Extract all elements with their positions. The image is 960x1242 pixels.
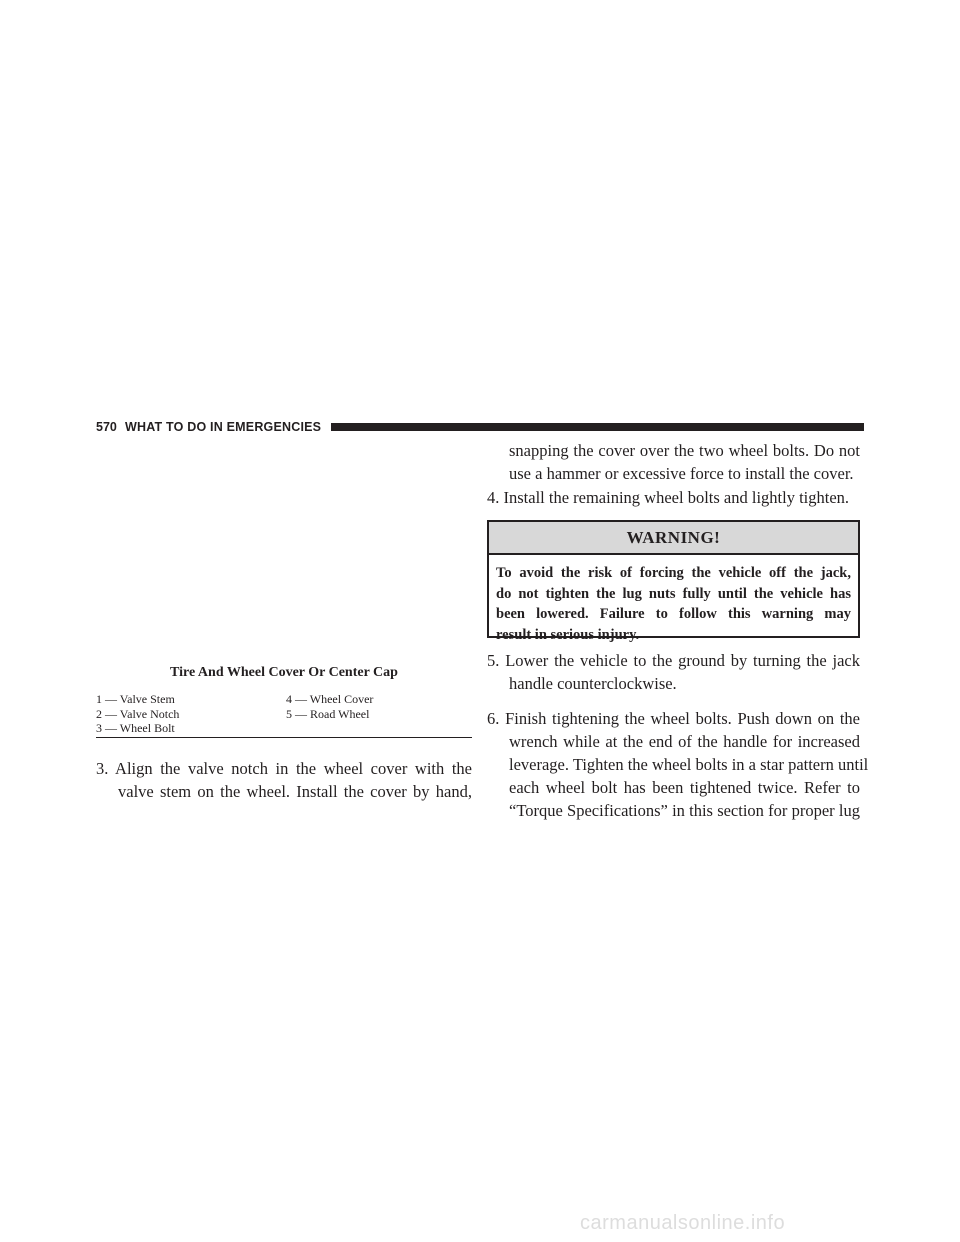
- warning-line: result in serious injury.: [496, 626, 640, 643]
- step-6-line: wrench while at the end of the handle for increased: [509, 732, 860, 751]
- warning-line: been lowered. Failure to follow this warning may: [496, 606, 851, 622]
- warning-body: [489, 555, 858, 645]
- step-4: [487, 486, 860, 509]
- warning-box: [487, 520, 860, 643]
- step-3: [96, 757, 472, 803]
- step-5-line: handle counterclockwise.: [509, 674, 677, 693]
- legend-divider: [96, 737, 472, 738]
- page-number: 570: [96, 420, 117, 434]
- legend-item-wheel-bolt: 3 — Wheel Bolt: [96, 721, 175, 735]
- header-rule: [331, 423, 864, 431]
- step-6-line: 6. Finish tightening the wheel bolts. Push down on the: [487, 709, 860, 728]
- step-3-cont-line: use a hammer or excessive force to install the cover.: [509, 464, 854, 483]
- warning-line: do not tighten the lug nuts fully until the vehicle has: [496, 585, 851, 602]
- figure-image-area: [96, 445, 472, 645]
- step-5-line: 5. Lower the vehicle to the ground by turning the jack: [487, 651, 860, 670]
- section-title: WHAT TO DO IN EMERGENCIES: [125, 420, 322, 434]
- legend-item-valve-stem: 1 — Valve Stem: [96, 692, 175, 706]
- step-6-line: each wheel bolt has been tightened twice. Refer to: [509, 778, 860, 797]
- step-4-line: 4. Install the remaining wheel bolts and lightly tighten.: [487, 488, 850, 507]
- step-6-line: leverage. Tighten the wheel bolts in a star pattern until: [509, 755, 869, 774]
- legend-item-road-wheel: 5 — Road Wheel: [286, 706, 370, 721]
- step-3-continued: [487, 439, 860, 485]
- warning-title: WARNING!: [489, 522, 858, 555]
- legend-item-wheel-cover: 4 — Wheel Cover: [286, 692, 374, 706]
- step-5: [487, 649, 860, 695]
- step-3-line: 3. Align the valve notch in the wheel cover with the: [96, 759, 472, 778]
- step-6-line: “Torque Specifications” in this section for proper lug: [509, 801, 860, 820]
- step-6: [487, 707, 869, 822]
- legend-item-valve-notch: 2 — Valve Notch: [96, 706, 180, 721]
- step-3-line: valve stem on the wheel. Install the cover by hand,: [118, 782, 472, 801]
- warning-line: To avoid the risk of forcing the vehicle off the jack,: [496, 565, 851, 581]
- step-3-cont-line: snapping the cover over the two wheel bolts. Do not: [509, 441, 860, 460]
- figure-caption: Tire And Wheel Cover Or Center Cap: [170, 665, 398, 680]
- watermark-text: carmanualsonline.info: [580, 1212, 786, 1234]
- page-header: [96, 419, 864, 435]
